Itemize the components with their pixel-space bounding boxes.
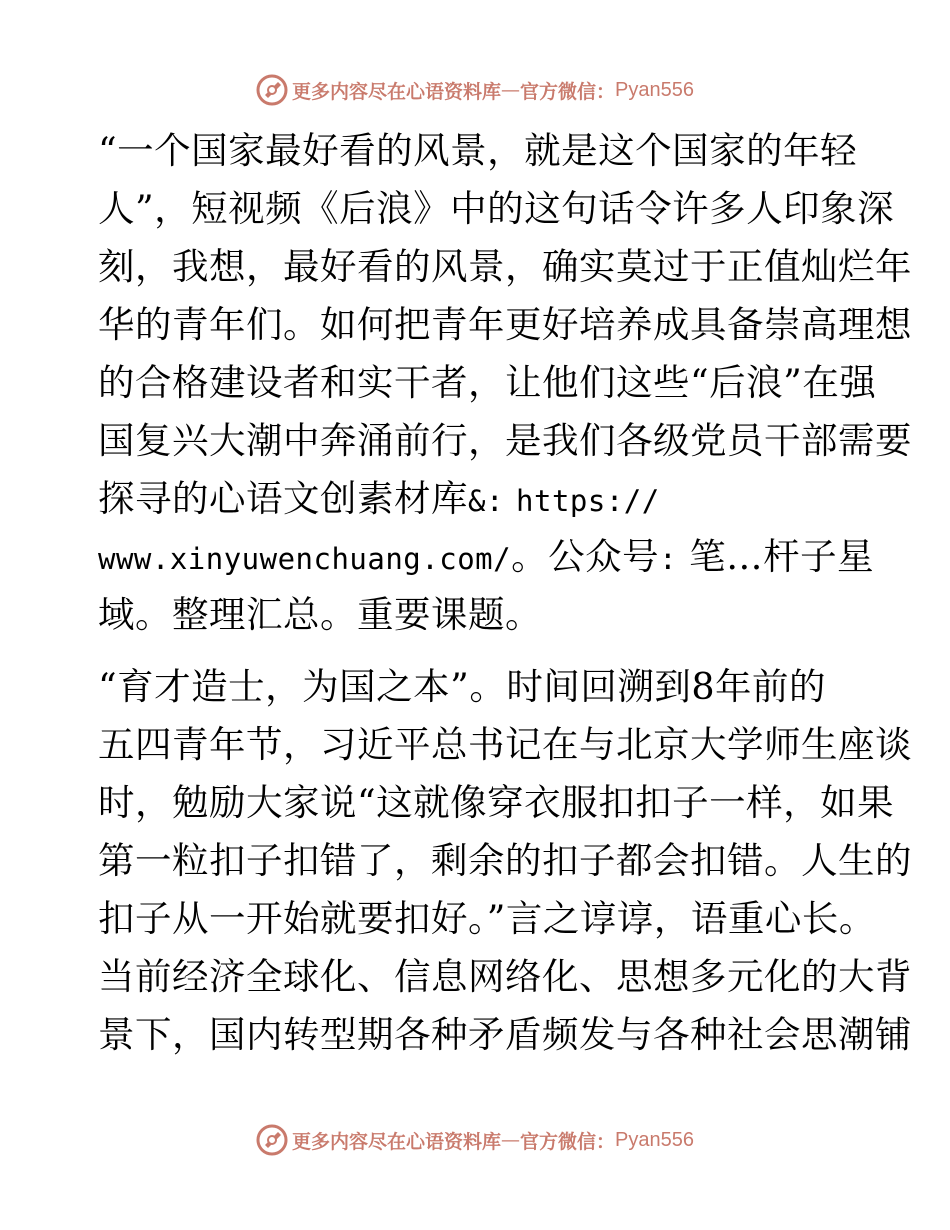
text-line: 人”，短视频《后浪》中的这句话令许多人印象深 [98,187,895,230]
text-line: 国复兴大潮中奔涌前行，是我们各级党员干部需要 [98,419,912,462]
banner-wechat-id: Pyan556 [615,1128,694,1151]
banner-wechat-id: Pyan556 [615,78,694,101]
text-line: 华的青年们。如何把青年更好培养成具备崇高理想 [98,303,912,346]
text-line: 五四青年节，习近平总书记在与北京大学师生座谈 [98,723,912,766]
text-line: 探寻的心语文创素材库&: https:// [98,477,660,520]
text-line: www.xinyuwenchuang.com/。公众号: 笔…杆子星 [98,535,875,578]
text-line: 扣子从一开始就要扣好。”言之谆谆，语重心长。 [98,897,876,940]
banner-separator: — [501,79,521,101]
banner-separator: — [501,1129,521,1151]
text-line: 景下，国内转型期各种矛盾频发与各种社会思潮铺 [98,1013,912,1056]
footer-banner [0,1122,950,1158]
banner-brand: 更多内容尽在心语资料库 [292,80,502,103]
text-line: “一个国家最好看的风景，就是这个国家的年轻 [98,129,858,172]
seal-logo-icon [256,1124,288,1156]
text-line: 域。整理汇总。重要课题。 [98,593,542,636]
text-line: 当前经济全球化、信息网络化、思想多元化的大背 [98,955,912,998]
text-line: 第一粒扣子扣错了，剩余的扣子都会扣错。人生的 [98,839,912,882]
banner-wechat-label: 官方微信： [520,80,616,103]
paragraph-1 [98,122,912,644]
seal-logo-icon [256,74,288,106]
text-line: 刻，我想，最好看的风景，确实莫过于正值灿烂年 [98,245,912,288]
paragraph-2 [98,658,912,1064]
text-line: “育才造士，为国之本”。时间回溯到8年前的 [98,665,827,708]
banner-brand: 更多内容尽在心语资料库 [292,1130,502,1153]
text-line: 的合格建设者和实干者，让他们这些“后浪”在强 [98,361,877,404]
header-banner [0,72,950,108]
text-line: 时，勉励大家说“这就像穿衣服扣扣子一样，如果 [98,781,895,824]
banner-wechat-label: 官方微信： [520,1130,616,1153]
